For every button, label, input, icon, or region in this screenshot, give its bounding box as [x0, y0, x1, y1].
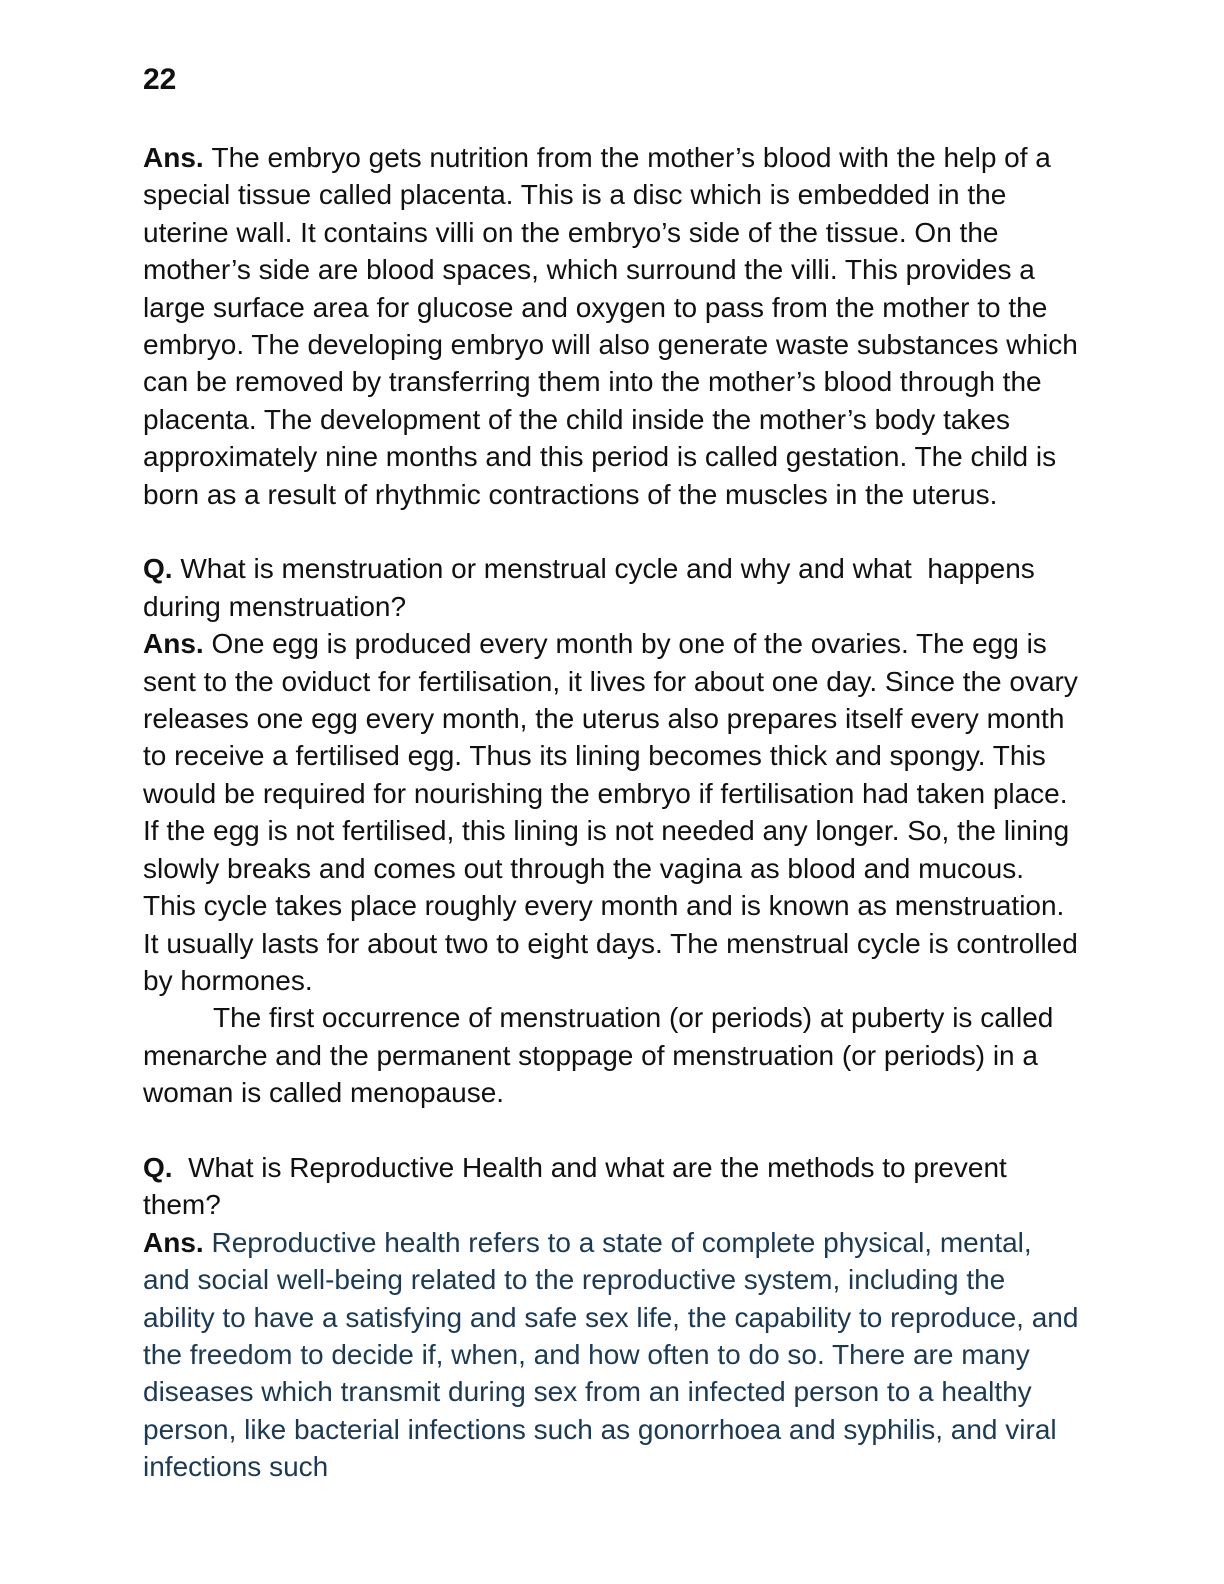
answer-paragraph: [143, 1224, 1087, 1486]
paragraph-text: The first occurrence of menstruation (or periods) at puberty is called menarche and the permanent stoppage of menstruation (or periods) in a woman is called menopause.: [143, 1002, 1062, 1109]
paragraph-prefix: Ans.: [143, 1226, 212, 1258]
paragraph-text: What is Reproductive Health and what are the methods to prevent them?: [143, 1151, 1015, 1221]
paragraph-prefix: Ans.: [143, 628, 212, 660]
answer-paragraph: [143, 139, 1086, 513]
paragraph-text: The embryo gets nutrition from the mother’s blood with the help of a special tissue called placenta. This is a disc which is embedded in the uterine wall. It contains villi on the embryo’s side of the tissue. On the mother’s side are blood spaces, which surround the villi. This provides a large surface area for glucose and oxygen to pass from the mother to the embryo. The developing embryo will also generate waste substances which can be removed by transferring them into the mother’s blood through the placenta. The development of the child inside the mother’s body takes approximately nine months and this period is called gestation. The child is born as a result of rhythmic contractions of the muscles in the uterus.: [143, 142, 1086, 510]
paragraph-prefix: Ans.: [143, 142, 212, 173]
paragraph-prefix: Q.: [143, 1151, 181, 1183]
paragraph-text: One egg is produced every month by one of the ovaries. The egg is sent to the oviduct for fertilisation, it lives for about one day. Since the ovary releases one egg every month, the uterus also prepares itself every month to receive a fertilised egg. Thus its lining becomes thick and spongy. This would be required for nourishing the embryo if fertilisation had taken place. If the egg is not fertilised, this lining is not needed any longer. So, the lining slowly breaks and comes out through the vagina as blood and mucous. This cycle takes place roughly every month and is known as menstruation. It usually lasts for about two to eight days. The menstrual cycle is controlled by hormones.: [143, 628, 1086, 996]
answer-paragraph: [143, 625, 1086, 999]
page-number: 22: [143, 63, 177, 96]
question-paragraph: [143, 1149, 1083, 1224]
continuation-paragraph: [143, 999, 1083, 1111]
question-paragraph: [143, 550, 1083, 625]
document-content: [143, 139, 1087, 1486]
paragraph-text: What is menstruation or menstrual cycle and why and what happens during menstruation?: [143, 553, 1043, 622]
paragraph-prefix: Q.: [143, 553, 181, 585]
paragraph-text: Reproductive health refers to a state of complete physical, mental, and social well-being related to the reproductive system, including the ability to have a satisfying and safe sex life, the capability to reproduce, and the freedom to decide if, when, and how often to do so. There are many diseases which transmit during sex from an infected person to a healthy person, like bacterial infections such as gonorrhoea and syphilis, and viral infections such: [143, 1226, 1087, 1483]
